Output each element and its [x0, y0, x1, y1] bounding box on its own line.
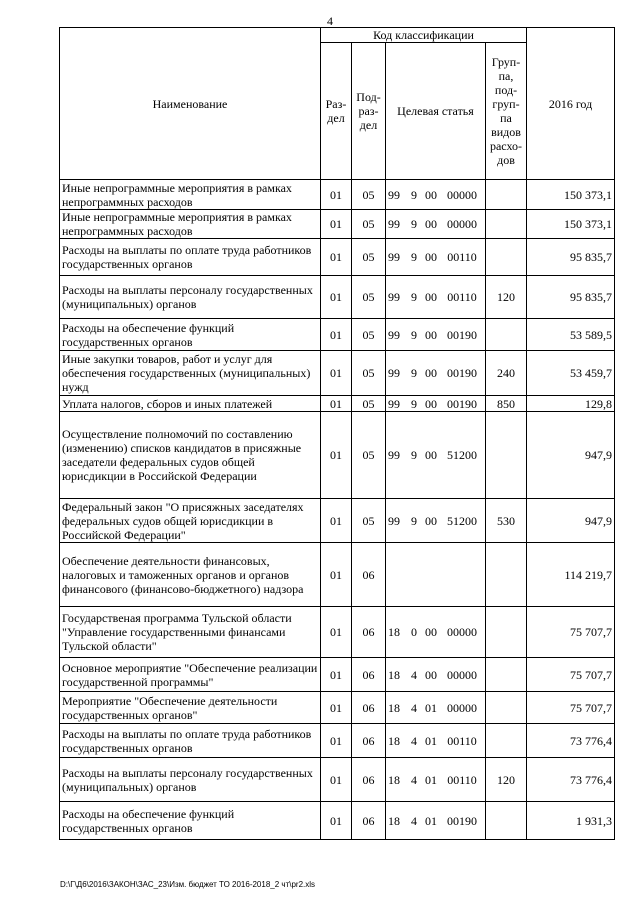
target-program: 99: [388, 396, 400, 411]
target-subprogram: 0: [411, 625, 417, 639]
row-group: [486, 412, 527, 499]
target-event: 00: [425, 667, 437, 682]
row-podrazdel: 06: [352, 724, 386, 758]
target-subprogram: 4: [411, 700, 417, 715]
target-subprogram: 9: [411, 187, 417, 202]
row-podrazdel: 05: [352, 396, 386, 412]
table-row: [60, 607, 615, 658]
row-group: [486, 692, 527, 724]
target-event: 00: [425, 217, 437, 231]
target-event: 00: [425, 513, 437, 528]
row-podrazdel: 06: [352, 543, 386, 607]
target-program: 18: [388, 772, 400, 787]
target-program: 18: [388, 667, 400, 682]
table-row: [60, 239, 615, 276]
row-podrazdel: 05: [352, 210, 386, 239]
row-podrazdel: 06: [352, 758, 386, 802]
header-year: 2016 год: [527, 28, 615, 180]
row-razdel: 01: [321, 351, 352, 396]
target-event: 00: [425, 625, 437, 639]
row-razdel: 01: [321, 802, 352, 840]
row-podrazdel: 06: [352, 658, 386, 692]
row-podrazdel: 05: [352, 239, 386, 276]
row-group: [486, 180, 527, 210]
target-event: 00: [425, 327, 437, 342]
row-amount: 73 776,4: [527, 758, 615, 802]
target-subprogram: 9: [411, 327, 417, 342]
row-target-article: [386, 802, 486, 840]
row-amount: 150 373,1: [527, 210, 615, 239]
row-razdel: 01: [321, 724, 352, 758]
target-program: 99: [388, 448, 400, 462]
row-target-article: [386, 692, 486, 724]
row-name: Расходы на обеспечение функций государственных органов: [60, 319, 321, 351]
target-event: 00: [425, 187, 437, 202]
header-podrazdel: Под- раз- дел: [352, 43, 386, 180]
target-direction: 00110: [447, 290, 477, 304]
target-subprogram: 9: [411, 396, 417, 411]
row-name: Осуществление полномочий по составлению (изменению) списков кандидатов в присяжные заседатели федеральных судов общей юрисдикции в Российской Федерации: [60, 412, 321, 499]
row-target-article: [386, 180, 486, 210]
target-event: 01: [425, 772, 437, 787]
row-name: Обеспечение деятельности финансовых, налоговых и таможенных органов и органов финансового (финансово-бюджетного) надзора: [60, 543, 321, 607]
row-name: Федеральный закон "О присяжных заседателях федеральных судов общей юрисдикции в Российской Федерации": [60, 499, 321, 543]
target-direction: 00000: [447, 187, 477, 202]
row-target-article: [386, 543, 486, 607]
row-group: [486, 724, 527, 758]
table-row: [60, 658, 615, 692]
target-direction: 00000: [447, 625, 477, 639]
row-name: Иные закупки товаров, работ и услуг для обеспечения государственных (муниципальных) нужд: [60, 351, 321, 396]
target-direction: 00110: [447, 250, 477, 264]
row-target-article: [386, 319, 486, 351]
row-target-article: [386, 210, 486, 239]
row-group: 850: [486, 396, 527, 412]
target-subprogram: 9: [411, 290, 417, 304]
table-row: [60, 802, 615, 840]
row-name: Расходы на обеспечение функций государственных органов: [60, 802, 321, 840]
table-body: [60, 180, 615, 840]
table-row: [60, 276, 615, 319]
target-subprogram: 9: [411, 217, 417, 231]
row-target-article: [386, 276, 486, 319]
row-group: [486, 802, 527, 840]
target-program: 18: [388, 700, 400, 715]
target-program: 99: [388, 187, 400, 202]
row-razdel: 01: [321, 758, 352, 802]
row-name: Расходы на выплаты по оплате труда работников государственных органов: [60, 239, 321, 276]
row-amount: 95 835,7: [527, 239, 615, 276]
target-event: 00: [425, 448, 437, 462]
row-target-article: [386, 239, 486, 276]
row-name: Расходы на выплаты по оплате труда работников государственных органов: [60, 724, 321, 758]
target-subprogram: 4: [411, 667, 417, 682]
header-code-group: Код классификации: [321, 28, 527, 43]
page-number: 4: [327, 14, 333, 28]
row-name: Иные непрограммные мероприятия в рамках непрограммных расходов: [60, 210, 321, 239]
row-group: 530: [486, 499, 527, 543]
row-group: [486, 543, 527, 607]
row-group: 240: [486, 351, 527, 396]
row-amount: 947,9: [527, 412, 615, 499]
row-razdel: 01: [321, 210, 352, 239]
row-target-article: [386, 412, 486, 499]
target-program: 99: [388, 250, 400, 264]
table-row: [60, 543, 615, 607]
target-event: 01: [425, 813, 437, 828]
table-row: [60, 210, 615, 239]
row-amount: 75 707,7: [527, 658, 615, 692]
target-direction: 00110: [447, 772, 477, 787]
target-direction: 51200: [447, 448, 477, 462]
row-group: [486, 319, 527, 351]
row-target-article: [386, 658, 486, 692]
table-row: [60, 692, 615, 724]
row-podrazdel: 05: [352, 412, 386, 499]
row-name: Государственая программа Тульской области "Управление государственными финансами Тульской области": [60, 607, 321, 658]
row-target-article: [386, 396, 486, 412]
file-path-footer: D:\Г\Д6\2016\ЗАКОН\ЗАС_23\Изм. бюджет ТО 2016-2018_2 чт\pr2.xls: [60, 880, 316, 889]
row-podrazdel: 06: [352, 692, 386, 724]
row-podrazdel: 05: [352, 351, 386, 396]
row-target-article: [386, 758, 486, 802]
target-subprogram: 9: [411, 366, 417, 380]
row-name: Уплата налогов, сборов и иных платежей: [60, 396, 321, 412]
target-program: 99: [388, 217, 400, 231]
table-row: [60, 758, 615, 802]
row-name: Расходы на выплаты персоналу государственных (муниципальных) органов: [60, 758, 321, 802]
row-group: 120: [486, 758, 527, 802]
row-amount: 114 219,7: [527, 543, 615, 607]
row-amount: 1 931,3: [527, 802, 615, 840]
target-direction: 00000: [447, 217, 477, 231]
target-direction: 00190: [447, 813, 477, 828]
header-group: Груп- па, под- груп- па видов расхо- дов: [486, 43, 527, 180]
row-name: Мероприятие "Обеспечение деятельности государственных органов": [60, 692, 321, 724]
target-direction: 00110: [447, 733, 477, 748]
row-amount: 53 459,7: [527, 351, 615, 396]
row-razdel: 01: [321, 319, 352, 351]
row-razdel: 01: [321, 180, 352, 210]
target-event: 01: [425, 700, 437, 715]
target-event: 00: [425, 290, 437, 304]
row-amount: 53 589,5: [527, 319, 615, 351]
row-podrazdel: 05: [352, 276, 386, 319]
header-razdel: Раз- дел: [321, 43, 352, 180]
row-amount: 947,9: [527, 499, 615, 543]
row-group: [486, 607, 527, 658]
target-event: 00: [425, 396, 437, 411]
row-amount: 75 707,7: [527, 692, 615, 724]
target-event: 01: [425, 733, 437, 748]
row-amount: 129,8: [527, 396, 615, 412]
row-target-article: [386, 351, 486, 396]
row-razdel: 01: [321, 276, 352, 319]
table-row: [60, 724, 615, 758]
header-name: Наименование: [60, 28, 321, 180]
row-amount: 95 835,7: [527, 276, 615, 319]
row-razdel: 01: [321, 499, 352, 543]
target-subprogram: 4: [411, 813, 417, 828]
target-program: 99: [388, 290, 400, 304]
row-razdel: 01: [321, 412, 352, 499]
target-direction: 00000: [447, 700, 477, 715]
target-program: 18: [388, 813, 400, 828]
row-name: Иные непрограммные мероприятия в рамках непрограммных расходов: [60, 180, 321, 210]
row-razdel: 01: [321, 543, 352, 607]
row-podrazdel: 05: [352, 180, 386, 210]
table-row: [60, 180, 615, 210]
target-program: 18: [388, 733, 400, 748]
row-razdel: 01: [321, 658, 352, 692]
target-subprogram: 9: [411, 448, 417, 462]
target-direction: 00000: [447, 667, 477, 682]
row-razdel: 01: [321, 692, 352, 724]
row-podrazdel: 06: [352, 802, 386, 840]
table-row: [60, 351, 615, 396]
row-target-article: [386, 499, 486, 543]
target-direction: 00190: [447, 396, 477, 411]
row-name: Расходы на выплаты персоналу государственных (муниципальных) органов: [60, 276, 321, 319]
budget-table: [59, 27, 615, 840]
row-razdel: 01: [321, 239, 352, 276]
target-direction: 00190: [447, 327, 477, 342]
table-row: [60, 412, 615, 499]
row-group: [486, 210, 527, 239]
target-direction: 00190: [447, 366, 477, 380]
target-subprogram: 9: [411, 513, 417, 528]
row-razdel: 01: [321, 396, 352, 412]
row-group: [486, 658, 527, 692]
target-subprogram: 4: [411, 733, 417, 748]
target-subprogram: 9: [411, 250, 417, 264]
row-amount: 150 373,1: [527, 180, 615, 210]
table-row: [60, 319, 615, 351]
row-target-article: [386, 724, 486, 758]
table-row: [60, 499, 615, 543]
header-target-article: Целевая статья: [386, 43, 486, 180]
row-name: Основное мероприятие "Обеспечение реализации государственной программы": [60, 658, 321, 692]
row-group: 120: [486, 276, 527, 319]
target-event: 00: [425, 250, 437, 264]
row-amount: 73 776,4: [527, 724, 615, 758]
target-program: 99: [388, 327, 400, 342]
target-direction: 51200: [447, 513, 477, 528]
row-target-article: [386, 607, 486, 658]
target-program: 18: [388, 625, 400, 639]
row-podrazdel: 06: [352, 607, 386, 658]
row-podrazdel: 05: [352, 319, 386, 351]
target-subprogram: 4: [411, 772, 417, 787]
row-amount: 75 707,7: [527, 607, 615, 658]
row-group: [486, 239, 527, 276]
target-program: 99: [388, 366, 400, 380]
target-program: 99: [388, 513, 400, 528]
table-row: [60, 396, 615, 412]
row-razdel: 01: [321, 607, 352, 658]
row-podrazdel: 05: [352, 499, 386, 543]
target-event: 00: [425, 366, 437, 380]
